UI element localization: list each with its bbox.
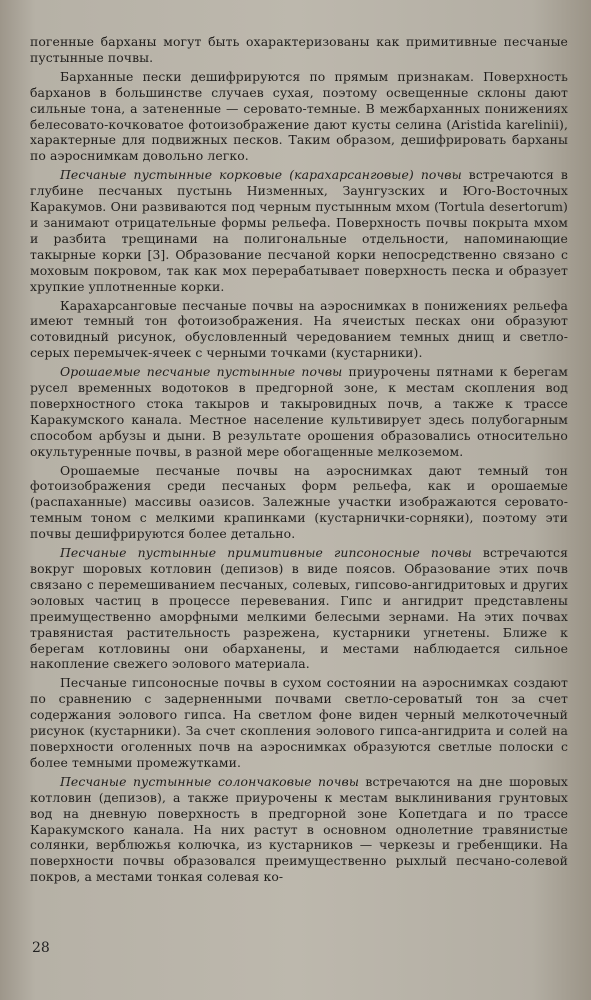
paragraph-text: Песчаные гипсоносные почвы в сухом состоянии на аэроснимках создают по сравнению с задерненными почвами светло-сероватый тон за счет содержания эолового гипса. На светлом фоне виден черный мелкоточечный рисунок (кустарники). За счет скопления эолового гипса-ангидрита и солей на поверхности оголенных почв на аэроснимках образуются светлые полоски с более темными промежутками.	[30, 675, 568, 770]
paragraph-text: Барханные пески дешифрируются по прямым признакам. Поверхность барханов в большинстве случаев сухая, поэтому освещенные склоны дают сильные тона, а затененные — серовато-темные. В межбарханных понижениях белесовато-кочковатое фотоизображение дают кусты селина (Aristida karelinii), характерные для подвижных песков. Таким образом, дешифрировать барханы по аэроснимкам довольно легко.	[30, 68, 568, 164]
paragraph	[30, 167, 568, 294]
paragraph	[30, 675, 568, 770]
paragraph	[30, 463, 568, 543]
page-number: 28	[32, 940, 50, 956]
soil-type-heading: Песчаные пустынные корковые (карахарсанговые) почвы	[60, 167, 462, 183]
paragraph	[30, 69, 568, 164]
paragraph-text: Орошаемые песчаные почвы на аэроснимках дают темный тон фотоизображения среди песчаных форм рельефа, как и орошаемые (распаханные) массивы оазисов. Залежные участки изображаются серовато-темным тоном с мелкими крапинками (кустарнички-сорняки), поэтому эти почвы дешифрируются более детально.	[30, 462, 568, 542]
soil-type-heading: Орошаемые песчаные пустынные почвы	[60, 364, 343, 380]
paragraph	[30, 34, 568, 66]
body-text	[30, 34, 568, 888]
paragraph-text: встречаются в глубине песчаных пустынь Низменных, Заунгузских и Юго-Восточных Каракумов. Они развиваются под черным пустынным мхом (Tortula desertorum) и занимают отрицательные формы рельефа. Поверхность почвы покрыта мхом и разбита трещинами на полигональные отдельности, напоминающие такырные корки [3]. Образование песчаной корки непосредственно связано с моховым покровом, так как мох перерабатывает поверхность песка и образует хрупкие уплотненные корки.	[30, 167, 568, 294]
paragraph-text: встречаются вокруг шоровых котловин (депизов) в виде поясов. Образование этих почв связано с перемешиванием песчаных, солевых, гипсово-ангидритовых и других эоловых частиц в процессе перевевания. Гипс и ангидрит представлены преимущественно аморфными мелкими белесыми зернами. На этих почвах травянистая растительность разрежена, кустарники угнетены. Ближе к берегам котловины они обарханены, и местами наблюдается сильное накопление свежего эолового материала.	[30, 545, 568, 672]
paragraph	[30, 545, 568, 672]
paragraph	[30, 298, 568, 362]
paragraph-text: погенные барханы могут быть охарактеризованы как примитивные песчаные пустынные почвы.	[30, 34, 568, 65]
soil-type-heading: Песчаные пустынные примитивные гипсоносные почвы	[60, 545, 472, 561]
paragraph-text: приурочены пятнами к берегам русел временных водотоков в предгорной зоне, к местам скопления вод поверхностного стока такыров и такыровидных почв, а также к трассе Каракумского канала. Местное население культивирует здесь полубогарным способом арбузы и дыни. В результате орошения образовались относительно окультуренные почвы, в разной мере обогащенные мелкоземом.	[30, 364, 568, 459]
paragraph-text: Карахарсанговые песчаные почвы на аэроснимках в понижениях рельефа имеют темный тон фотоизображения. На ячеистых песках они образуют сотовидный рисунок, обусловленный чередованием темных днищ и светло-серых перемычек-ячеек с черными точками (кустарники).	[30, 297, 568, 361]
paragraph-text: встречаются на дне шоровых котловин (депизов), а также приурочены к местам выклинивания грунтовых вод на дневную поверхность в предгорной зоне Копетдага и по трассе Каракумского канала. На них растут в основном однолетние травянистые солянки, верблюжья колючка, из кустарников — черкезы и гребенщики. На поверхности почвы образовался преимущественно рыхлый песчано-солевой покров, а местами тонкая солевая ко-	[30, 773, 568, 885]
paragraph	[30, 774, 568, 885]
paragraph	[30, 364, 568, 459]
soil-type-heading: Песчаные пустынные солончаковые почвы	[60, 773, 360, 789]
